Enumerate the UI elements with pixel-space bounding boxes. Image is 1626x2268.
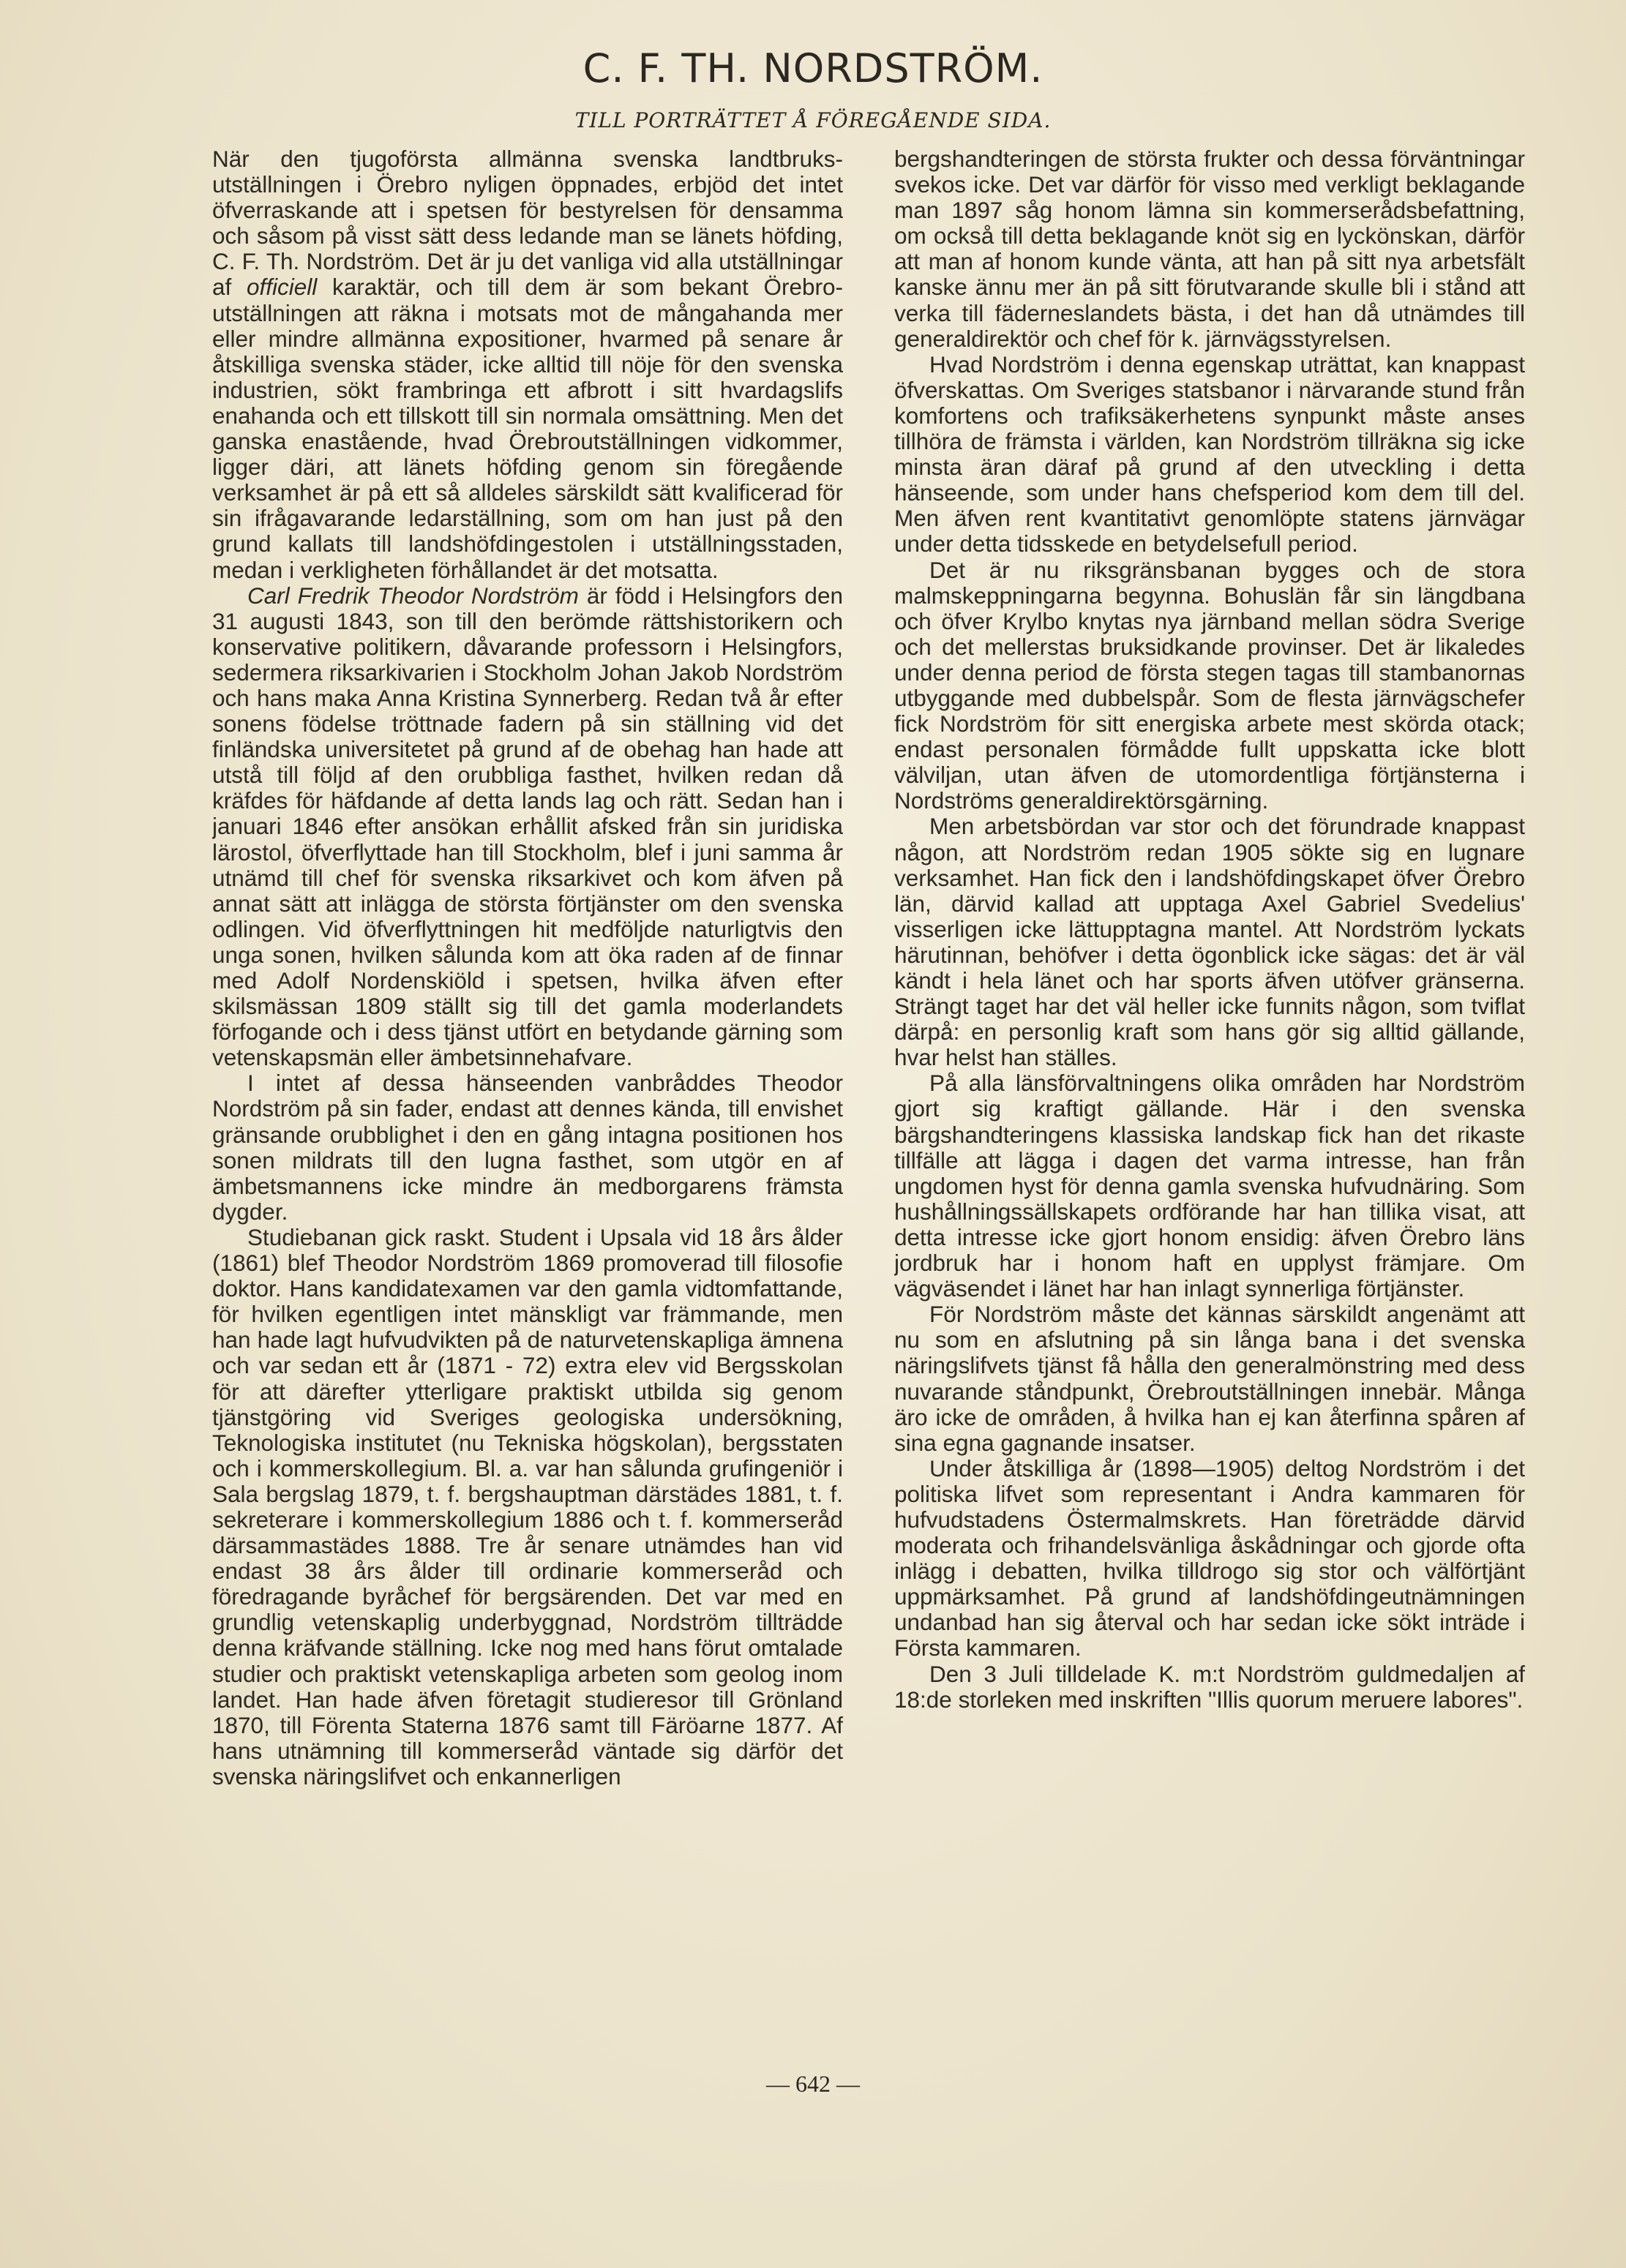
paragraph-left-4 [212,1225,843,1790]
paragraph-right-4 [894,814,1525,1070]
paragraph-right-6-text: För Nordström måste det kännas särskildt angenämt att nu som en afslutning på sin långa bana i det svenska näringslifvets tjänst få hålla den generalmönstring med dess nuvarande ståndpunkt, Örebroutställningen innebär. Många äro icke de områden, å hvilka han ej kan återfinna spåren af sina egna gagnande insatser. [894,1301,1525,1456]
paragraph-right-7 [894,1456,1525,1661]
paragraph-right-6 [894,1302,1525,1456]
paragraph-right-5 [894,1070,1525,1302]
paragraph-left-3-text: I intet af dessa hänseenden vanbråddes Theodor Nordström på sin fader, endast att dennes kända, till envishet gränsande orubblighet i den en gång intagna positionen hos sonen mildrats till den lugna fasthet, som utgör en af ämbetsmannens icke mindre än medborgarens främsta dygder. [212,1070,843,1225]
article-title: C. F. TH. NORDSTRÖM. [582,45,1044,91]
paragraph-right-8-text: Den 3 Juli tilldelade K. m:t Nordström guldmedaljen af 18:de storleken med inskriften "Illis quorum meruere labores". [894,1660,1525,1713]
page-number: — 642 — [766,2070,860,2097]
paragraph-right-8 [894,1661,1525,1713]
paragraph-right-2 [894,352,1525,557]
paragraph-left-2-text: Carl Fredrik Theodor Nordström är född i Helsingfors den 31 augusti 1843, son till den berömde rättshistorikern och konservative politikern, dåvarande professorn i Helsingfors, sedermera riksarkivarien i Stockholm Johan Jakob Nordström och hans maka Anna Kristina Synnerberg. Redan två år efter sonens födelse tröttnade fadern på sin ställning vid det finländska universitetet på grund af de obehag han hade att utstå till följd af den orubbliga fasthet, hvilken redan då kräfdes för häfdande af detta lands lag och rätt. Sedan han i januari 1846 efter ansökan erhållit afsked från sin juridiska lärostol, öfverflyttade han till Stockholm, blef i juni samma år utnämd till chef för svenska riksarkivet och kom äfven på annat sätt att inlägga de största förtjänster om den svenska odlingen. Vid öfverflyttningen hit medföljde naturligtvis den unga sonen, hvilken sålunda kom att öka raden af de finnar med Adolf Nordenskiöld i spetsen, hvilka äfven efter skilsmässan 1809 ställt sig till det gamla moderlandets förfogande och i dess tjänst utfört en betydande gärning som vetenskapsmän eller ämbetsinnehafvare. [212,582,843,1071]
paragraph-left-1 [212,146,843,583]
paragraph-right-1-text: bergshandteringen de största frukter och dessa förväntningar svekos icke. Det var därför för visso med verkligt beklagande man 1897 såg honom lämna sin kommerserådsbefattning, om också till detta beklagande knöt sig en lyckönskan, därför att man af honom kunde vänta, att han på sitt nya arbetsfält kanske ännu mer än på sitt förutvarande skulle bli i stånd att verka till fäderneslandets bästa, i det han då utnämdes till generaldirektör och chef för k. järnvägsstyrelsen. [894,146,1525,352]
right-column [894,146,1525,2060]
paragraph-left-3 [212,1070,843,1225]
paragraph-right-4-text: Men arbetsbördan var stor och det förundrade knappast någon, att Nordström redan 1905 sökte sig en lugnare verksamhet. Han fick den i landshöfdingskapet öfver Örebro län, därvid kallad att upptaga Axel Gabriel Svedelius' visserligen icke lättupptagna mantel. Att Nordström lyckats härutinnan, behöfver i detta ögonblick icke sägas: det är väl kändt i hela länet och har sports äfven utöfver gränserna. Strängt taget har det väl heller icke funnits någon, som tviflat därpå: en personlig kraft som hans gör sig alltid gällande, hvar helst han ställes. [894,813,1525,1071]
paragraph-left-1-text: När den tjugoförsta allmänna svenska landtbruks-utställningen i Örebro nyligen öppnades, erbjöd det intet öfverraskande att i spetsen för bestyrelsen för densamma och såsom på visst sätt dess ledande man se länets höfding, C. F. Th. Nordström. Det är ju det vanliga vid alla utställningar af officiell karaktär, och till dem är som bekant Örebro-utställningen att räkna i motsats mot de mångahanda mer eller mindre allmänna expositioner, hvarmed på senare år åtskilliga svenska städer, icke alltid till nöje för den svenska industrien, sökt frambringa ett afbrott i sitt hvardagslifs enahanda och ett tillskott till sin normala omsättning. Men det ganska enastående, hvad Örebroutställningen vidkommer, ligger däri, att länets höfding genom sin föregående verksamhet är på ett så alldeles särskildt sätt kvalificerad för sin ifrågavarande ledarställning, som om han just på den grund kallats till landshöfdingestolen i utställningsstaden, medan i verkligheten förhållandet är det motsatta. [212,146,843,583]
article-subtitle: TILL PORTRÄTTET Å FÖREGÅENDE SIDA. [574,108,1052,132]
left-column [212,146,843,2060]
paragraph-right-5-text: På alla länsförvaltningens olika områden har Nordström gjort sig kraftigt gällande. Här i den svenska bärgshandteringens klassiska landskap fick han det rikaste tillfälle att lägga i dagen det varma intresse, han från ungdomen hyst för denna gamla svenska hufvudnäring. Som hushållningssällskapets ordförande har han tillika visat, att detta intresse icke gjort honom ensidig: äfven Örebro läns jordbruk har i honom haft en upplyst främjare. Om vägväsendet i länet har han inlagt synnerliga förtjänster. [894,1070,1525,1302]
paragraph-right-2-text: Hvad Nordström i denna egenskap uträttat, kan knappast öfverskattas. Om Sveriges statsbanor i närvarande stund från komfortens och trafiksäkerhetens synpunkt måste anses tillhöra de främsta i världen, kan Nordström tillräkna sig icke minsta äran däraf på grund af den utveckling i detta hänseende, som under hans chefsperiod kom dem till del. Men äfven rent kvantitativt genomlöpte statens järnvägar under detta tidsskede en betydelsefull period. [894,350,1525,557]
italic-name: Carl Fredrik Theodor Nordström [247,582,579,609]
paragraph-right-3-text: Det är nu riksgränsbanan bygges och de stora malmskeppningarna begynna. Bohuslän får sin längdbana och öfver Krylbo knytas nya järnband mellan södra Sverige och det mellerstas bruksidkande provinser. Det är likaledes under denna period de första stegen tagas till stambanornas utbyggande med dubbelspår. Som de flesta järnvägschefer fick Nordström för sitt energiska arbete mest skörda otack; endast personalen förmådde fullt uppskatta icke blott välviljan, utan äfven de utomordentliga förtjänsterna i Nordströms generaldirektörsgärning. [894,556,1525,814]
paragraph-left-2 [212,583,843,1071]
paragraph-right-7-text: Under åtskilliga år (1898—1905) deltog Nordström i det politiska lifvet som representant i Andra kammaren för hufvudstadens Östermalmskrets. Han företrädde därvid moderata och frihandelsvänliga åskådningar och gjorde ofta inlägg i debatten, hvilka tilldrogo sig stor och välförtjänt uppmärksamhet. På grund af landshöfdingeutnämningen undanbad han sig återval och har sedan icke sökt inträde i Första kammaren. [894,1454,1525,1661]
paragraph-left-4-text: Studiebanan gick raskt. Student i Upsala vid 18 års ålder (1861) blef Theodor Nordström 1869 promoverad till filosofie doktor. Hans kandidatexamen var den gamla vidtomfattande, för hvilken egentligen intet mänskligt var främmande, men han hade lagt hufvudvikten på de naturvetenskapliga ämnena och var sedan ett år (1871 - 72) extra elev vid Bergsskolan för att därefter ytterligare praktiskt utbilda sig genom tjänstgöring vid Sveriges geologiska undersökning, Teknologiska institutet (nu Tekniska högskolan), bergsstaten och i kommerskollegium. Bl. a. var han sålunda grufingeniör i Sala bergslag 1879, t. f. bergshauptman därstädes 1881, t. f. sekreterare i kommerskollegium 1886 och t. f. kommerseråd därsammastädes 1888. Tre år senare utnämdes han vid endast 38 års ålder till ordinarie kommerseråd och föredragande byråchef för bergsärenden. Det var med en grundlig vetenskaplig underbyggnad, Nordström tillträdde denna kräfvande ställning. Icke nog med hans förut omtalade studier och praktiskt vetenskapliga arbeten som geolog inom landet. Han hade äfven företagit studieresor till Grönland 1870, till Förenta Staterna 1876 samt till Färöarne 1877. Af hans utnämning till kommerseråd väntade sig därför det svenska näringslifvet och enkannerligen [212,1223,843,1790]
italic-word: officiell [246,274,318,301]
paragraph-right-3 [894,557,1525,814]
paragraph-right-1 [894,146,1525,352]
